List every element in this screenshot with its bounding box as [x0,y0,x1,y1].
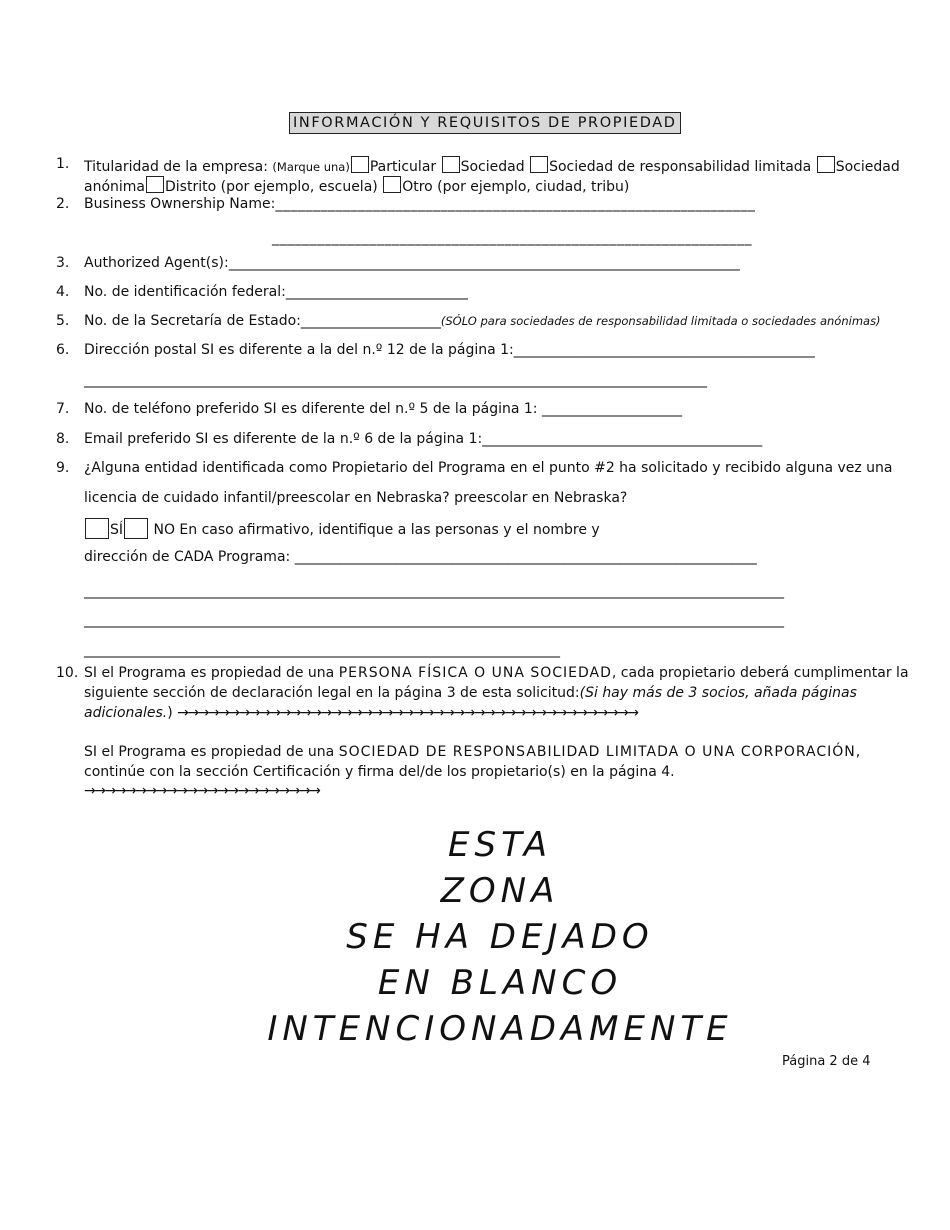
item-3-number: 3. [56,255,70,271]
phone-label: No. de teléfono preferido SI es diferente del n.º 5 de la página 1: [84,401,538,417]
secretary-of-state-note: (SÓLO para sociedades de responsabilidad limitada o sociedades anónimas) [440,314,881,328]
distrito-label: Distrito (por ejemplo, escuela) [165,179,378,195]
authorized-agent-field[interactable]: _________________________________________________________________________ [228,255,740,271]
sociedad-anonima-checkbox[interactable] [817,156,835,173]
item-10-p1-caps: PERSONA FÍSICA O UNA SOCIEDAD [338,665,612,681]
prior-license-question-2: licencia de cuidado infantil/preescolar en Nebraska? preescolar en Nebraska? [84,490,628,506]
prior-license-question-1: ¿Alguna entidad identificada como Propietario del Programa en el punto #2 ha solicitado y recibido alguna vez una [84,460,893,476]
item-7-line [84,401,682,417]
item-10-p1-italic-b: adicionales. [84,705,168,721]
item-5-line [84,313,881,329]
secretary-of-state-field[interactable]: ____________________ [300,313,441,329]
page-number: Página 2 de 4 [782,1054,871,1069]
item-10-p2-text-a: SI el Programa es propiedad de una [84,744,335,760]
sociedad-label: Sociedad [460,159,525,175]
sociedad-anonima-label-a: Sociedad [835,159,900,175]
item-6-number: 6. [56,342,70,358]
federal-id-field[interactable]: __________________________ [285,284,468,300]
federal-id-label: No. de identificación federal: [84,284,286,300]
business-name-label: Business Ownership Name: [84,196,276,212]
program-address-field-4[interactable]: ____________________________________________________________________ [84,642,560,658]
intentionally-blank-notice [0,822,950,1052]
business-name-field-2[interactable]: ________________________________________________________________ [272,230,752,246]
sociedad-anonima-label-b: anónima [84,179,145,195]
mailing-address-field[interactable]: ___________________________________________ [513,342,815,358]
item-1-line-1 [84,156,900,175]
item-10-p1-arrows: →→→→→→→→→→→→→→→→→→→→→→→→→→→→→→→→→→→→→→→→→→→→→ [177,705,638,721]
item-9-yes-no [84,518,600,539]
ownership-note: (Marque una) [272,160,350,174]
item-2-number: 2. [56,196,70,212]
item-10-number: 10. [56,665,79,681]
blank-notice-line-4: EN BLANCO [377,963,623,1003]
otro-label: Otro (por ejemplo, ciudad, tribu) [402,179,630,195]
no-label: NO En caso afirmativo, identifique a las personas y el nombre y [153,522,600,538]
section-title: INFORMACIÓN Y REQUISITOS DE PROPIEDAD [289,112,681,134]
otro-checkbox[interactable] [383,176,401,193]
sociedad-checkbox[interactable] [442,156,460,173]
ownership-label: Titularidad de la empresa: [84,159,268,175]
yes-label: SÍ [110,522,124,538]
item-10-p1-line-2 [84,685,857,701]
program-address-field[interactable]: __________________________________________________________________ [294,549,757,565]
item-10-p1-line-1 [84,665,909,681]
item-10-p2-caps: SOCIEDAD DE RESPONSABILIDAD LIMITADA O UNA CORPORACIÓN [338,744,856,760]
authorized-agent-label: Authorized Agent(s): [84,255,229,271]
item-9-address-line [84,549,757,565]
item-10-p2-line-2: continúe con la sección Certificación y firma del/de los propietario(s) en la página 4. [84,764,675,780]
item-9-number: 9. [56,460,70,476]
item-10-p2-text-b: , [855,744,861,760]
item-1-line-2 [84,176,629,195]
item-10-p1-line-3 [84,705,638,721]
item-10-p2-arrows: →→→→→→→→→→→→→→→→→→→→→→→ [84,783,320,799]
business-name-field[interactable]: ________________________________________________________________ [275,196,756,212]
email-label: Email preferido SI es diferente de la n.º 6 de la página 1: [84,431,483,447]
phone-field[interactable]: ____________________ [541,401,682,417]
item-8-number: 8. [56,431,70,447]
distrito-checkbox[interactable] [146,176,164,193]
item-8-line [84,431,762,447]
item-10-p1-text-a: SI el Programa es propiedad de una [84,665,335,681]
item-4-number: 4. [56,284,70,300]
program-address-field-2[interactable]: ____________________________________________________________________________________________________ [84,583,784,599]
email-field[interactable]: ________________________________________ [482,431,763,447]
item-4-line [84,284,468,300]
srl-checkbox[interactable] [530,156,548,173]
program-address-label: dirección de CADA Programa: [84,549,291,565]
item-10-p1-text-c: siguiente sección de declaración legal en la página 3 de esta solicitud: [84,685,580,701]
item-10-p1-close: ) [167,705,173,721]
item-10-p1-text-b: , cada propietario deberá cumplimentar la [611,665,909,681]
item-10-p1-italic-a: (Si hay más de 3 socios, añada páginas [579,685,857,701]
yes-checkbox[interactable] [85,518,109,539]
program-address-field-3[interactable]: ____________________________________________________________________________________________________ [84,612,784,628]
particular-label: Particular [369,159,437,175]
item-2-line [84,196,755,212]
blank-notice-line-5: INTENCIONADAMENTE [267,1009,733,1049]
item-10-p2-line-1 [84,744,860,760]
blank-notice-line-3: SE HA DEJADO [346,917,654,957]
item-6-line [84,342,815,358]
blank-notice-line-2: ZONA [440,871,560,911]
particular-checkbox[interactable] [351,156,369,173]
item-7-number: 7. [56,401,70,417]
item-1-number: 1. [56,156,70,172]
item-5-number: 5. [56,313,70,329]
blank-notice-line-1: ESTA [448,825,552,865]
no-checkbox[interactable] [124,518,148,539]
srl-label: Sociedad de responsabilidad limitada [549,159,812,175]
mailing-address-field-2[interactable]: _________________________________________________________________________________________ [84,372,707,388]
mailing-address-label: Dirección postal SI es diferente a la del n.º 12 de la página 1: [84,342,514,358]
secretary-of-state-label: No. de la Secretaría de Estado: [84,313,301,329]
item-3-line [84,255,740,271]
